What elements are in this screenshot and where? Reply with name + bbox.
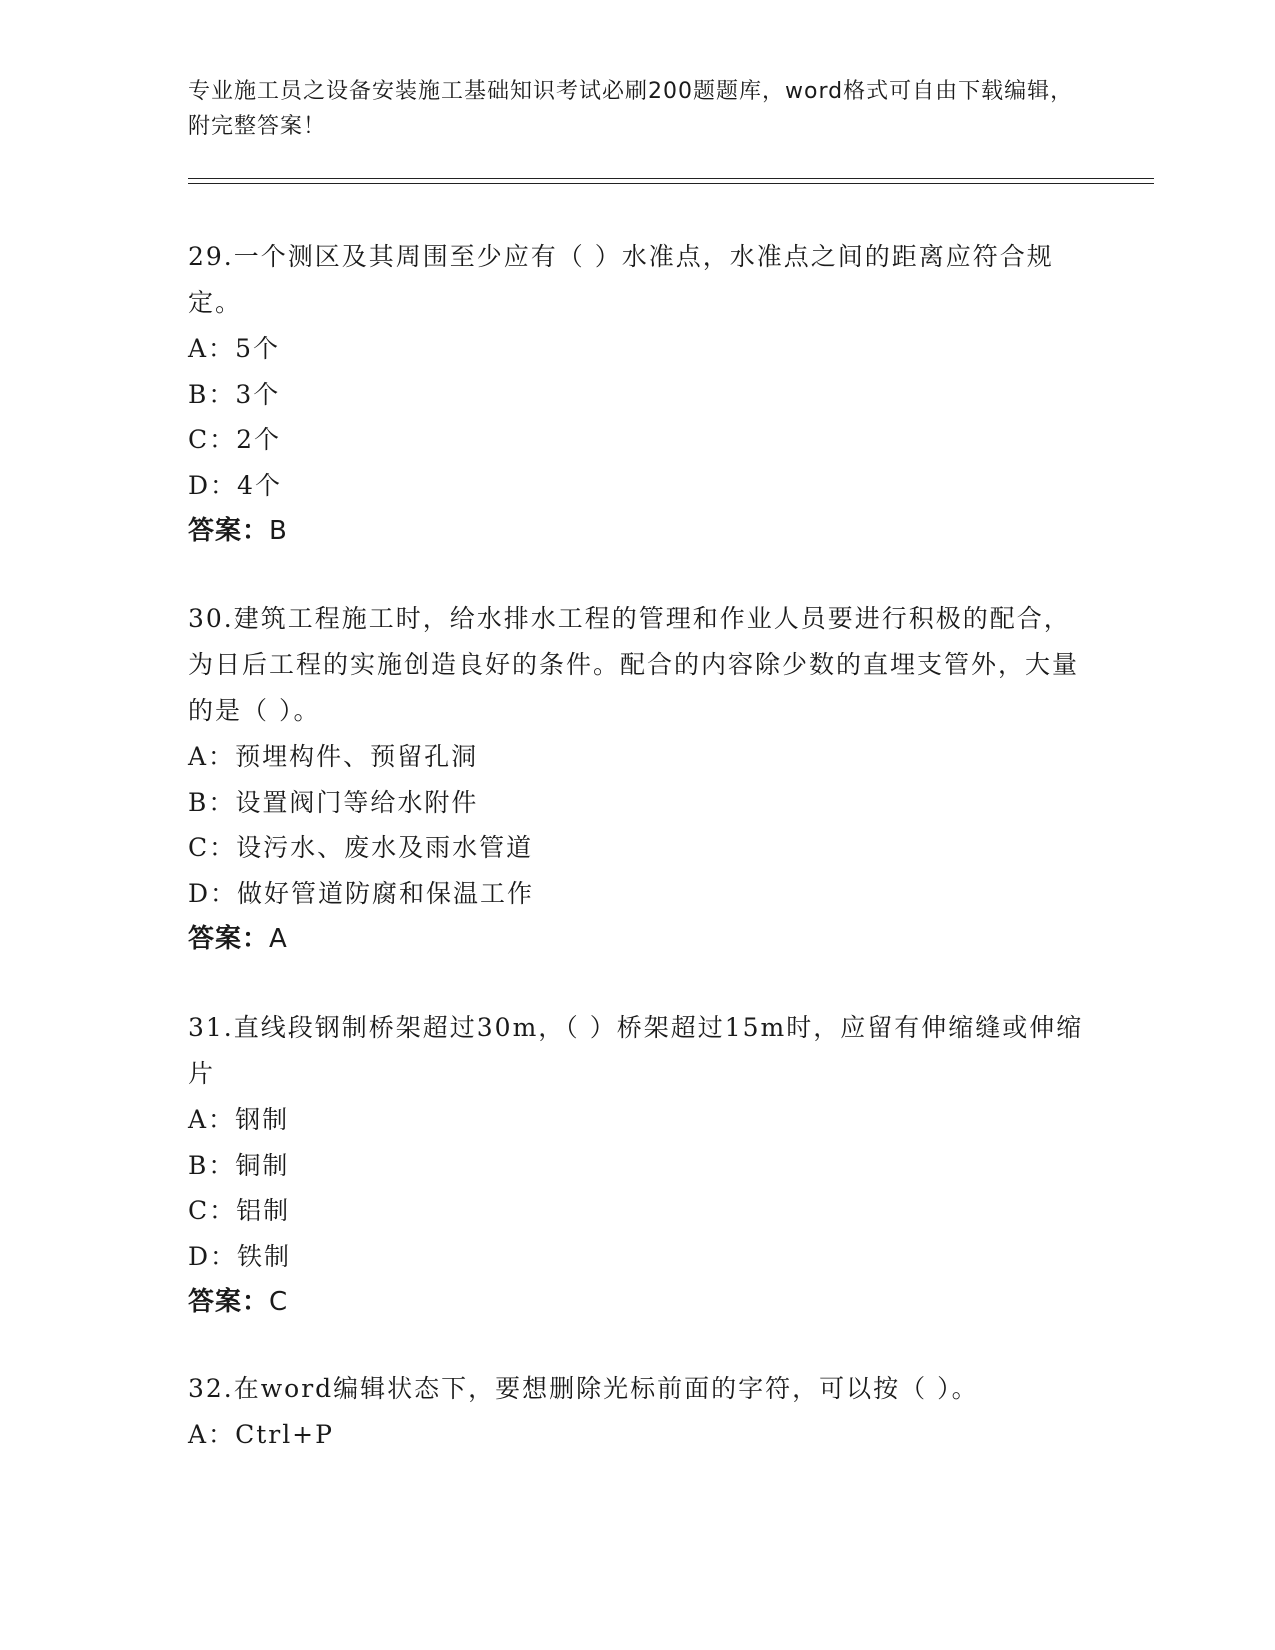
option-value: 2个 (236, 425, 282, 454)
option-key: A： (188, 742, 236, 771)
option-value: 4个 (237, 470, 282, 500)
header-divider-bottom (188, 183, 1154, 184)
question-32 (188, 1366, 1088, 1458)
option-value: 设置阀门等给水附件 (235, 787, 479, 817)
option-b (188, 1143, 1088, 1189)
header-divider-top (188, 178, 1154, 179)
answer-value: B (269, 516, 288, 546)
option-c (188, 1188, 1088, 1234)
option-a (188, 1097, 1088, 1143)
answer-label: 答案： (188, 924, 270, 954)
answer-label: 答案： (188, 1287, 270, 1317)
option-value: 铝制 (236, 1196, 291, 1225)
question-30 (188, 596, 1088, 962)
option-b (188, 372, 1088, 418)
option-key: D： (188, 1241, 238, 1271)
option-b (188, 780, 1088, 826)
document-header (188, 74, 1088, 144)
option-value: 铁制 (237, 1241, 292, 1271)
question-31 (188, 1005, 1088, 1325)
option-c (188, 825, 1088, 871)
option-c (188, 417, 1088, 463)
option-key: A： (188, 334, 236, 363)
answer-value: C (269, 1287, 289, 1317)
document-title: 专业施工员之设备安装施工基础知识考试必刷200题题库，word格式可自由下载编辑，附完整答案！ (188, 79, 1074, 139)
question-29 (188, 234, 1088, 554)
option-value: 铜制 (235, 1150, 290, 1180)
option-key: C： (188, 1196, 237, 1225)
option-value: 5个 (235, 334, 280, 363)
option-d (188, 871, 1088, 917)
option-value: 设污水、废水及雨水管道 (236, 833, 534, 862)
option-d (188, 463, 1088, 509)
question-text: 29.一个测区及其周围至少应有（ ）水准点，水准点之间的距离应符合规定。 (188, 242, 1054, 317)
question-text: 31.直线段钢制桥架超过30m，（ ）桥架超过15m时，应留有伸缩缝或伸缩片 (188, 1013, 1084, 1088)
option-value: 预埋构件、预留孔洞 (235, 742, 479, 771)
option-key: A： (188, 1105, 236, 1134)
option-value: Ctrl+P (235, 1420, 334, 1449)
option-a (188, 326, 1088, 372)
answer-value: A (269, 924, 288, 954)
answer-line (188, 1279, 1088, 1325)
option-a (188, 734, 1088, 780)
option-d (188, 1234, 1088, 1280)
answer-line (188, 916, 1088, 962)
option-value: 钢制 (235, 1105, 290, 1134)
option-key: B： (188, 787, 236, 817)
option-key: C： (188, 833, 237, 862)
option-a (188, 1412, 1088, 1458)
question-text: 30.建筑工程施工时，给水排水工程的管理和作业人员要进行积极的配合，为日后工程的实施创造良好的条件。配合的内容除少数的直埋支管外，大量的是（ ）。 (188, 604, 1080, 725)
option-key: B： (188, 1150, 236, 1180)
option-key: A： (188, 1420, 236, 1449)
option-value: 做好管道防腐和保温工作 (237, 878, 535, 908)
answer-label: 答案： (188, 516, 270, 546)
answer-line (188, 508, 1088, 554)
question-text: 32.在word编辑状态下，要想删除光标前面的字符，可以按（ ）。 (188, 1374, 979, 1403)
option-key: B： (188, 379, 236, 409)
option-key: C： (188, 425, 237, 454)
option-key: D： (188, 878, 238, 908)
option-value: 3个 (235, 379, 281, 409)
option-key: D： (188, 470, 238, 500)
